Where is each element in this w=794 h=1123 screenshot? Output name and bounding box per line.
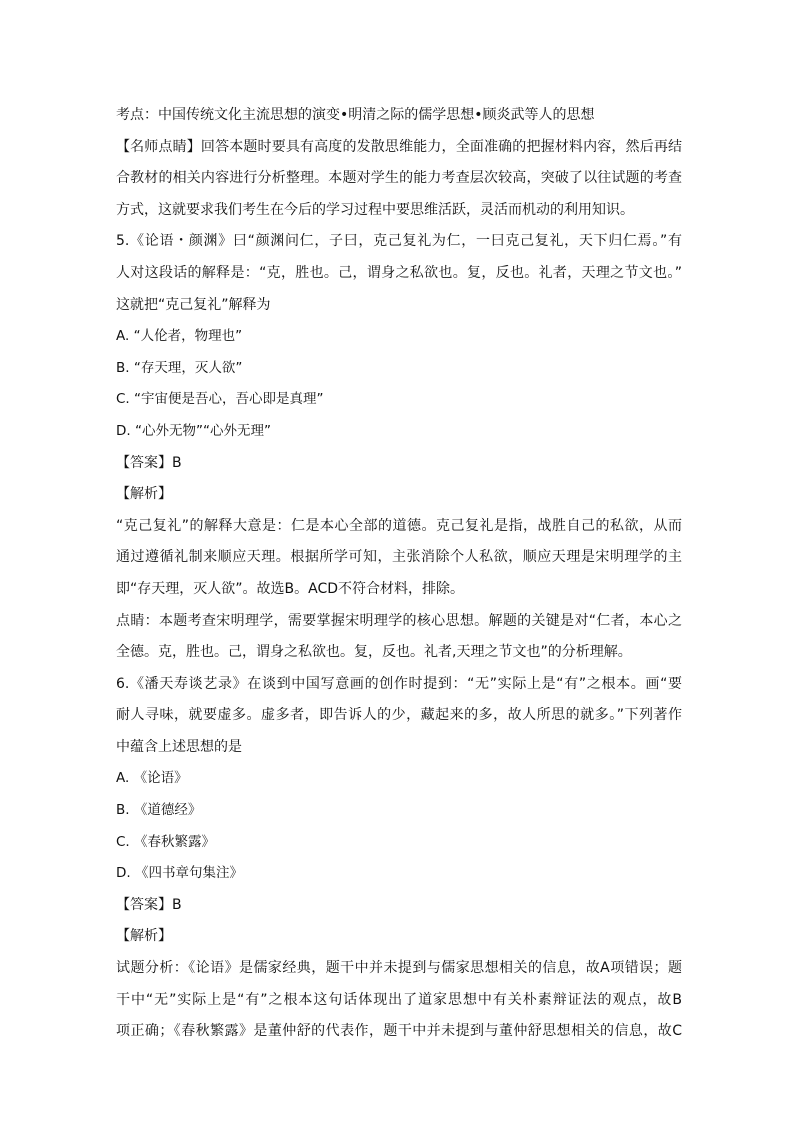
question-6-option-a: A. 《论语》	[116, 770, 188, 787]
question-5-option-d: D. “心外无物”“心外无理”	[116, 422, 271, 439]
question-5-tip: 全德。克，胜也。己，谓身之私欲也。复，反也。礼者,天理之节文也”的分析理解。	[116, 644, 632, 661]
question-6-analysis-heading: 【解析】	[116, 928, 172, 945]
question-6-option-c: C. 《春秋繁露》	[116, 833, 216, 850]
text-line: 【名师点睛】回答本题时要具有高度的发散思维能力，全面准确的把握材料内容，然后再结	[116, 138, 682, 155]
question-5-stem: 这就把“克己复礼”解释为	[116, 296, 271, 313]
question-6-stem: 中蕴含上述思想的是	[116, 738, 242, 755]
question-5-analysis-heading: 【解析】	[116, 486, 172, 503]
text-line: 方式，这就要求我们考生在今后的学习过程中要思维活跃，灵活而机动的利用知识。	[116, 201, 634, 218]
question-5-answer: 【答案】B	[116, 454, 182, 471]
question-6-stem: 6.《潘天寿谈艺录》在谈到中国写意画的创作时提到：“无”实际上是“有”之根本。画“要	[116, 675, 682, 692]
question-6-analysis: 干中“无”实际上是“有”之根本这句话体现出了道家思想中有关朴素辩证法的观点，故B	[116, 991, 682, 1008]
text-line: 考点：中国传统文化主流思想的演变•明清之际的儒学思想•顾炎武等人的思想	[116, 107, 595, 123]
question-6-option-d: D. 《四书章句集注》	[116, 865, 243, 882]
question-6-option-b: B. 《道德经》	[116, 802, 202, 819]
question-5-stem: 5.《论语・颜渊》曰“颜渊问仁，子曰，克己复礼为仁，一曰克己复礼，天下归仁焉。”有	[116, 233, 682, 250]
question-5-analysis: 通过遵循礼制来顺应天理。根据所学可知，主张消除个人私欲，顺应天理是宋明理学的主	[116, 549, 682, 566]
question-5-tip: 点睛：本题考查宋明理学，需要掌握宋明理学的核心思想。解题的关键是对“仁者，本心之	[116, 612, 682, 629]
question-6-answer: 【答案】B	[116, 896, 182, 913]
question-5-stem: 人对这段话的解释是：“克，胜也。己，谓身之私欲也。复，反也。礼者，天理之节文也。”	[116, 264, 682, 281]
document-body	[116, 100, 682, 1048]
question-5-option-b: B. “存天理，灭人欲”	[116, 359, 243, 376]
question-6-analysis: 项正确；《春秋繁露》是董仲舒的代表作，题干中并未提到与董仲舒思想相关的信息，故C	[116, 1023, 682, 1040]
question-5-option-a: A. “人伦者，物理也”	[116, 328, 243, 345]
question-5-option-c: C. “宇宙便是吾心，吾心即是真理”	[116, 391, 324, 408]
text-line: 合教材的相关内容进行分析整理。本题对学生的能力考查层次较高，突破了以往试题的考查	[116, 170, 682, 187]
question-6-analysis: 试题分析：《论语》是儒家经典，题干中并未提到与儒家思想相关的信息，故A项错误；题	[116, 960, 682, 977]
question-5-analysis: 即“存天理，灭人欲”。故选B。ACD不符合材料，排除。	[116, 580, 464, 597]
question-5-analysis: “克己复礼”的解释大意是：仁是本心全部的道德。克己复礼是指，战胜自己的私欲，从而	[116, 517, 682, 534]
question-6-stem: 耐人寻味，就要虚多。虚多者，即告诉人的少，藏起来的多，故人所思的就多。”下列著作	[116, 707, 682, 724]
